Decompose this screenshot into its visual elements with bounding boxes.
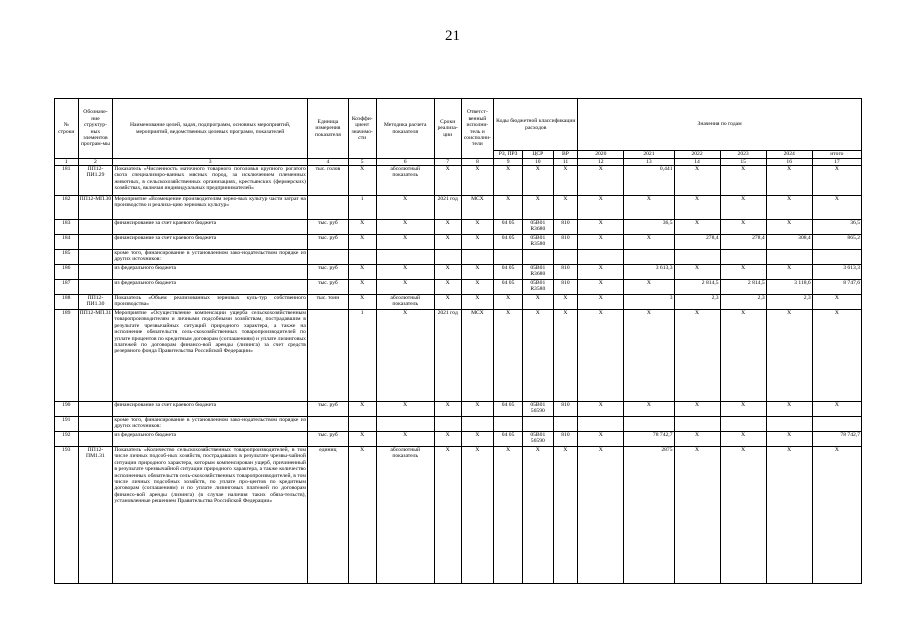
table-cell: Х bbox=[553, 295, 578, 310]
table-cell: 36,5 bbox=[624, 220, 674, 235]
table-cell: Х bbox=[376, 265, 434, 280]
table-cell bbox=[553, 250, 578, 265]
table-row bbox=[55, 295, 862, 310]
header-responsible: Ответст-венный исполни-тель и соисполни-тели bbox=[461, 99, 494, 159]
table-cell: тыс. руб bbox=[307, 235, 348, 250]
table-row bbox=[55, 250, 862, 265]
table-cell: Х bbox=[348, 447, 376, 584]
table-cell: Х bbox=[376, 432, 434, 447]
table-cell: Х bbox=[461, 166, 494, 196]
table-cell: Х bbox=[434, 220, 461, 235]
table-cell: Х bbox=[461, 447, 494, 584]
table-cell bbox=[461, 417, 494, 432]
table-cell: Х bbox=[812, 295, 861, 310]
row-number-cell: 184 bbox=[55, 235, 79, 250]
table-cell: Х bbox=[348, 432, 376, 447]
table-cell bbox=[494, 417, 523, 432]
name-cell: кроме того, финансирование в установленном зако-нодательством порядке из других источников: bbox=[113, 417, 308, 432]
table-cell bbox=[522, 417, 553, 432]
column-number: 6 bbox=[376, 159, 434, 166]
table-cell bbox=[307, 250, 348, 265]
row-number-cell: 193 bbox=[55, 447, 79, 584]
table-cell: 2021 год bbox=[434, 196, 461, 220]
table-cell: 36,5 bbox=[812, 220, 861, 235]
table-cell: Х bbox=[461, 432, 494, 447]
table-cell: Х bbox=[434, 402, 461, 417]
table-cell: тыс. руб bbox=[307, 432, 348, 447]
table-cell bbox=[624, 250, 674, 265]
table-cell: абсолютный показатель bbox=[376, 447, 434, 584]
table-row bbox=[55, 235, 862, 250]
table-cell: Х bbox=[522, 295, 553, 310]
row-number-cell: 188 bbox=[55, 295, 79, 310]
subheader-2021: 2021 bbox=[624, 151, 674, 159]
row-number-cell: 183 bbox=[55, 220, 79, 235]
column-number: 13 bbox=[624, 159, 674, 166]
table-cell bbox=[307, 196, 348, 220]
row-number-cell: 189 bbox=[55, 310, 79, 402]
row-number-cell: 181 bbox=[55, 166, 79, 196]
row-number-cell: 187 bbox=[55, 280, 79, 295]
table-cell: Х bbox=[578, 310, 624, 402]
table-cell: тыс. руб bbox=[307, 402, 348, 417]
table-cell: 2,3 bbox=[674, 295, 720, 310]
table-cell: 05В01 R3580 bbox=[522, 235, 553, 250]
table-cell: 2,3 bbox=[766, 295, 812, 310]
table-cell: Х bbox=[674, 432, 720, 447]
table-cell: Х bbox=[674, 166, 720, 196]
table-cell bbox=[78, 250, 113, 265]
page-number: 21 bbox=[445, 28, 460, 44]
table-cell: тыс. голов bbox=[307, 166, 348, 196]
row-number-cell: 182 bbox=[55, 196, 79, 220]
table-cell bbox=[376, 417, 434, 432]
name-cell: из федерального бюджета bbox=[113, 280, 308, 295]
table-cell bbox=[78, 265, 113, 280]
table-cell: Х bbox=[720, 220, 766, 235]
table-cell: Х bbox=[578, 220, 624, 235]
header-period: Сроки реализа-ции bbox=[434, 99, 461, 159]
table-cell: 1 bbox=[348, 310, 376, 402]
table-cell: Х bbox=[578, 280, 624, 295]
table-cell bbox=[578, 417, 624, 432]
table-row bbox=[55, 310, 862, 402]
table-cell: Х bbox=[766, 166, 812, 196]
subheader-csr: ЦСР bbox=[522, 151, 553, 159]
table-header bbox=[55, 99, 862, 159]
table-row bbox=[55, 220, 862, 235]
table-cell: 3 613,3 bbox=[624, 265, 674, 280]
table-cell: Х bbox=[434, 235, 461, 250]
program-table bbox=[54, 98, 862, 584]
table-cell: 278,4 bbox=[674, 235, 720, 250]
table-cell: Х bbox=[624, 310, 674, 402]
table-cell: 8 747,6 bbox=[812, 280, 861, 295]
table-cell: Х bbox=[434, 295, 461, 310]
table-cell: 04 05 bbox=[494, 280, 523, 295]
table-cell: 1 bbox=[348, 196, 376, 220]
table-cell bbox=[434, 417, 461, 432]
table-cell: ПП12-ПМ1.31 bbox=[78, 447, 113, 584]
table-cell: Х bbox=[674, 402, 720, 417]
header-values-by-year: Значения по годам bbox=[578, 99, 862, 151]
header-name: Наименование целей, задач, подпрограмм, основных мероприятий, мероприятий, ведомственных целевых программ, показателей bbox=[113, 99, 308, 159]
table-cell: Х bbox=[553, 196, 578, 220]
table-cell bbox=[307, 310, 348, 402]
table-cell: Х bbox=[766, 447, 812, 584]
header-unit: Единица измерения показателя bbox=[307, 99, 348, 159]
table-cell bbox=[494, 250, 523, 265]
table-cell: абсолютный показатель bbox=[376, 166, 434, 196]
name-cell: Показатель «Количество сельскохозяйственных товаропроизводителей, в том числе личных подсоб-ных хозяйств, пострадавших в результате чрезвы-чайной ситуации природного характера, которым компенсирован ущерб, причиненный в результате чрезвычайной ситуации природного характера, а также количество исполненных обязательств сель-скохозяйственных товаропроизводителей, в том числе личных подсобных хозяйств, по уплате про-центов по кредитным договорам (соглашениям) и по уплате лизинговых платежей по договорам финансо-вой аренды (лизинга) (в случае наличия таких обяза-тельств), установленные решением Правительства Российской Федерации» bbox=[113, 447, 308, 584]
table-cell bbox=[766, 250, 812, 265]
table-cell: Х bbox=[720, 196, 766, 220]
table-cell bbox=[578, 250, 624, 265]
table-cell: 05В01 R3580 bbox=[522, 280, 553, 295]
table-cell bbox=[624, 417, 674, 432]
table-cell: Х bbox=[461, 402, 494, 417]
column-number: 2 bbox=[78, 159, 113, 166]
table-cell: Х bbox=[461, 280, 494, 295]
table-cell: Х bbox=[578, 295, 624, 310]
table-cell: 05В01 56590 bbox=[522, 402, 553, 417]
table-cell: Х bbox=[578, 432, 624, 447]
table-cell bbox=[348, 417, 376, 432]
table-cell: Х bbox=[674, 196, 720, 220]
table-cell: 865,2 bbox=[812, 235, 861, 250]
column-number: 12 bbox=[578, 159, 624, 166]
table-cell: МСХ bbox=[461, 310, 494, 402]
table-cell: Х bbox=[348, 220, 376, 235]
column-number: 14 bbox=[674, 159, 720, 166]
table-cell: Х bbox=[494, 447, 523, 584]
table-cell: Х bbox=[766, 220, 812, 235]
column-number: 8 bbox=[461, 159, 494, 166]
subheader-2024: 2024 bbox=[766, 151, 812, 159]
table-cell bbox=[78, 402, 113, 417]
table-cell: Х bbox=[553, 166, 578, 196]
table-cell: Х bbox=[376, 196, 434, 220]
header-row-number: № строки bbox=[55, 99, 79, 159]
table-cell bbox=[812, 250, 861, 265]
table-cell: Х bbox=[720, 166, 766, 196]
name-cell: финансирование за счет краевого бюджета bbox=[113, 220, 308, 235]
column-number: 1 bbox=[55, 159, 79, 166]
table-cell: 278,4 bbox=[720, 235, 766, 250]
table-cell: тыс. руб bbox=[307, 280, 348, 295]
table-cell: Х bbox=[522, 166, 553, 196]
column-number: 17 bbox=[812, 159, 861, 166]
table-cell: Х bbox=[674, 220, 720, 235]
table-cell: 810 bbox=[553, 432, 578, 447]
column-number: 7 bbox=[434, 159, 461, 166]
table-cell bbox=[674, 417, 720, 432]
table-cell: 2,3 bbox=[720, 295, 766, 310]
table-cell: МСХ bbox=[461, 196, 494, 220]
name-cell: из федерального бюджета bbox=[113, 265, 308, 280]
table-cell bbox=[812, 417, 861, 432]
table-cell: Х bbox=[720, 402, 766, 417]
table-cell: Х bbox=[578, 196, 624, 220]
subheader-total: итого bbox=[812, 151, 861, 159]
row-number-cell: 191 bbox=[55, 417, 79, 432]
table-cell: Х bbox=[348, 280, 376, 295]
table-cell: ПП12-МП.31 bbox=[78, 310, 113, 402]
table-cell: 2875 bbox=[624, 447, 674, 584]
column-number: 15 bbox=[720, 159, 766, 166]
column-number: 10 bbox=[522, 159, 553, 166]
table-cell: Х bbox=[578, 447, 624, 584]
subheader-rz: РЗ, ПРЗ bbox=[494, 151, 523, 159]
table-cell: Х bbox=[434, 166, 461, 196]
table-cell: Х bbox=[766, 402, 812, 417]
table-cell: Х bbox=[376, 235, 434, 250]
table-cell: Х bbox=[812, 166, 861, 196]
table-cell: 810 bbox=[553, 265, 578, 280]
column-number: 11 bbox=[553, 159, 578, 166]
table-cell: 3 bbox=[624, 295, 674, 310]
table-cell: Х bbox=[461, 265, 494, 280]
table-cell: Х bbox=[674, 447, 720, 584]
table-cell bbox=[553, 417, 578, 432]
table-cell: 04 05 bbox=[494, 402, 523, 417]
table-cell: Х bbox=[376, 280, 434, 295]
table-cell bbox=[78, 235, 113, 250]
table-cell: 3 118,6 bbox=[766, 280, 812, 295]
table-cell: Х bbox=[522, 447, 553, 584]
table-cell: Х bbox=[494, 310, 523, 402]
table-cell bbox=[78, 417, 113, 432]
table-cell: Х bbox=[522, 310, 553, 402]
subheader-vr: ВР bbox=[553, 151, 578, 159]
name-cell: Мероприятие «Возмещение производителям зерно-вых культур части затрат на производство и реализа-цию зерновых культур» bbox=[113, 196, 308, 220]
table-cell: 2021 год bbox=[434, 310, 461, 402]
row-number-cell: 192 bbox=[55, 432, 79, 447]
table-cell: Х bbox=[720, 447, 766, 584]
header-budget-codes: Коды бюджетной классификации расходов bbox=[494, 99, 578, 151]
name-cell: кроме того, финансирование в установленном зако-нодательством порядке из других источников: bbox=[113, 250, 308, 265]
table-cell: Х bbox=[674, 310, 720, 402]
table-cell: Х bbox=[494, 166, 523, 196]
table-cell: Х bbox=[376, 310, 434, 402]
table-cell: Х bbox=[578, 265, 624, 280]
table-row bbox=[55, 280, 862, 295]
table-cell: 810 bbox=[553, 402, 578, 417]
table-cell: Х bbox=[434, 265, 461, 280]
table-cell: Х bbox=[720, 310, 766, 402]
table-cell: Х bbox=[348, 265, 376, 280]
table-cell: Х bbox=[578, 235, 624, 250]
table-cell: Х bbox=[812, 402, 861, 417]
table-cell: Х bbox=[461, 220, 494, 235]
table-cell: Х bbox=[434, 280, 461, 295]
name-cell: финансирование за счет краевого бюджета bbox=[113, 235, 308, 250]
table-cell: 2 814,5 bbox=[674, 280, 720, 295]
table-cell: Х bbox=[812, 310, 861, 402]
table-cell bbox=[434, 250, 461, 265]
table-cell: 05В01 56590 bbox=[522, 432, 553, 447]
row-number-cell: 190 bbox=[55, 402, 79, 417]
table-cell: Х bbox=[578, 166, 624, 196]
table-cell: Х bbox=[812, 447, 861, 584]
table-cell: Х bbox=[461, 295, 494, 310]
table-cell: 04 05 bbox=[494, 265, 523, 280]
table-cell bbox=[720, 417, 766, 432]
table-cell: абсолютный показатель bbox=[376, 295, 434, 310]
table-cell: 3 613,3 bbox=[812, 265, 861, 280]
table-cell bbox=[766, 417, 812, 432]
table-cell: 78 742,7 bbox=[812, 432, 861, 447]
column-number: 16 bbox=[766, 159, 812, 166]
table-cell bbox=[348, 250, 376, 265]
table-cell: ПП12-ПИ1.29 bbox=[78, 166, 113, 196]
name-cell: Показатель «Объем реализованных зерновых куль-тур собственного производства» bbox=[113, 295, 308, 310]
table-cell: 810 bbox=[553, 280, 578, 295]
table-cell: Х bbox=[553, 310, 578, 402]
table-cell: Х bbox=[461, 235, 494, 250]
table-cell: тыс. руб bbox=[307, 220, 348, 235]
table-cell: 308,4 bbox=[766, 235, 812, 250]
table-cell bbox=[307, 417, 348, 432]
subheader-2020: 2020 bbox=[578, 151, 624, 159]
table-cell: 05В01 R3680 bbox=[522, 265, 553, 280]
table-row bbox=[55, 447, 862, 584]
name-cell: Мероприятие «Осуществление компенсации ущерба сельскохозяйственным товаропроизводителям и личными подсобными хозяйствам, пострадавшим в результате чрезвычайных ситуаций природного характера, а также на исполнение обязательств сель-скохозяйственных товаропроизводителей по уплате процентов по кредитным договорам (соглашениям) и уплате лизинговых платежей по договорам финансо-вой аренды (лизинга) за счет средств резервного фонда Правительства Российской Федерации» bbox=[113, 310, 308, 402]
table-cell: 810 bbox=[553, 220, 578, 235]
header-structure-code: Обозначе-ние структур-ных элементов програм-мы bbox=[78, 99, 113, 159]
table-cell: 0,441 bbox=[624, 166, 674, 196]
table-cell bbox=[78, 220, 113, 235]
table-cell: Х bbox=[494, 295, 523, 310]
table-cell: Х bbox=[674, 265, 720, 280]
table-row bbox=[55, 196, 862, 220]
header-coefficient: Коэффи-циент значимо-сти bbox=[348, 99, 376, 159]
table-row bbox=[55, 417, 862, 432]
table-cell: ПП12-ПИ1.30 bbox=[78, 295, 113, 310]
subheader-2022: 2022 bbox=[674, 151, 720, 159]
table-body bbox=[55, 159, 862, 584]
table-cell: Х bbox=[348, 295, 376, 310]
table-cell: Х bbox=[720, 432, 766, 447]
table-cell bbox=[522, 250, 553, 265]
row-number-cell: 186 bbox=[55, 265, 79, 280]
table-cell bbox=[78, 280, 113, 295]
table-cell: Х bbox=[494, 196, 523, 220]
table-cell: тыс. руб bbox=[307, 265, 348, 280]
column-number: 9 bbox=[494, 159, 523, 166]
table-cell: 04 05 bbox=[494, 235, 523, 250]
table-cell: Х bbox=[348, 166, 376, 196]
table-row bbox=[55, 432, 862, 447]
table-cell: Х bbox=[578, 402, 624, 417]
table-cell: Х bbox=[376, 402, 434, 417]
table-cell: Х bbox=[766, 265, 812, 280]
table-cell: Х bbox=[624, 402, 674, 417]
table-cell: 04 05 bbox=[494, 220, 523, 235]
table-cell: 04 05 bbox=[494, 432, 523, 447]
header-method: Методика расчета показателя bbox=[376, 99, 434, 159]
table-cell: 05В01 R3680 bbox=[522, 220, 553, 235]
table-cell bbox=[461, 250, 494, 265]
table-cell bbox=[78, 432, 113, 447]
table-cell: Х bbox=[434, 447, 461, 584]
subheader-2023: 2023 bbox=[720, 151, 766, 159]
table-row bbox=[55, 402, 862, 417]
table-cell: Х bbox=[812, 196, 861, 220]
table-cell bbox=[720, 250, 766, 265]
table-row bbox=[55, 166, 862, 196]
table-cell: Х bbox=[766, 196, 812, 220]
column-number: 4 bbox=[307, 159, 348, 166]
name-cell: Показатель «Численность маточного товарного поголовья крупного рогатого скота специализиро-ванных мясных пород, за исключением племенных животных, в сельскохозяйственных организациях, крестьянских (фермерских) хозяйствах, включая индивидуальных предпринимателей» bbox=[113, 166, 308, 196]
table-cell bbox=[674, 250, 720, 265]
column-number-row bbox=[55, 159, 862, 166]
table-cell: 810 bbox=[553, 235, 578, 250]
table-cell: 78 742,7 bbox=[624, 432, 674, 447]
table-row bbox=[55, 265, 862, 280]
table-cell: единиц bbox=[307, 447, 348, 584]
table-cell: Х bbox=[766, 432, 812, 447]
table-cell: Х bbox=[376, 220, 434, 235]
table-cell: Х bbox=[434, 432, 461, 447]
row-number-cell: 185 bbox=[55, 250, 79, 265]
name-cell: финансирование за счет краевого бюджета bbox=[113, 402, 308, 417]
name-cell: из федерального бюджета bbox=[113, 432, 308, 447]
table-cell: Х bbox=[348, 402, 376, 417]
table-cell: тыс. тонн bbox=[307, 295, 348, 310]
column-number: 3 bbox=[113, 159, 308, 166]
table-cell: Х bbox=[766, 310, 812, 402]
table-cell: Х bbox=[348, 235, 376, 250]
column-number: 5 bbox=[348, 159, 376, 166]
table-cell bbox=[376, 250, 434, 265]
table-cell: Х bbox=[624, 235, 674, 250]
table-cell: ПП12-МП.30 bbox=[78, 196, 113, 220]
table-cell: Х bbox=[720, 265, 766, 280]
table-cell: 2 814,5 bbox=[720, 280, 766, 295]
table-cell: Х bbox=[624, 280, 674, 295]
table-cell: Х bbox=[522, 196, 553, 220]
table-cell: Х bbox=[553, 447, 578, 584]
table-cell: Х bbox=[624, 196, 674, 220]
